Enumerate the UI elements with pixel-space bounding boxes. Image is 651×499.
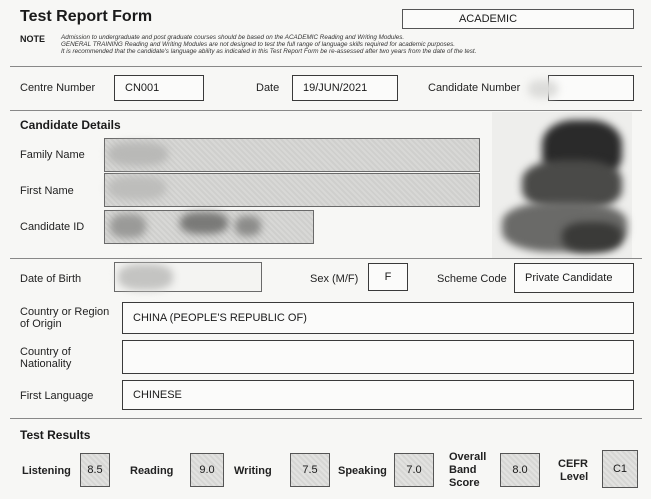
listening-score xyxy=(80,453,110,487)
speaking-score xyxy=(394,453,434,487)
test-results-title: Test Results xyxy=(20,428,91,442)
country-origin-value: CHINA (PEOPLE'S REPUBLIC OF) xyxy=(133,312,307,324)
divider xyxy=(10,418,642,419)
speaking-score-value: 7.0 xyxy=(406,464,422,476)
date-of-birth-label: Date of Birth xyxy=(20,273,82,285)
redaction-smudge xyxy=(180,212,228,234)
redaction-smudge xyxy=(528,80,558,98)
candidate-details-title: Candidate Details xyxy=(20,118,121,132)
country-origin-label-line2: of Origin xyxy=(20,318,62,330)
redaction-smudge xyxy=(235,216,261,236)
redaction-smudge xyxy=(108,142,168,166)
writing-label: Writing xyxy=(234,465,272,477)
cefr-label-line1: CEFR xyxy=(558,458,588,470)
nationality-label-line1: Country of xyxy=(20,346,71,358)
note-line-3: It is recommended that the candidate's language ability as indicated in this Test Report Form be re-assessed after two years from the date of the test. xyxy=(61,48,477,55)
centre-number-value: CN001 xyxy=(125,82,160,94)
candidate-number-field xyxy=(548,75,634,101)
first-language-field xyxy=(122,380,634,410)
module-value: ACADEMIC xyxy=(458,13,518,25)
nationality-label-line2: Nationality xyxy=(20,358,72,370)
writing-score xyxy=(290,453,330,487)
speaking-label: Speaking xyxy=(338,465,387,477)
note-label: NOTE xyxy=(20,34,46,44)
sex-value: F xyxy=(384,271,392,283)
overall-label-line2: Band xyxy=(449,464,477,476)
writing-score-value: 7.5 xyxy=(302,464,318,476)
date-label: Date xyxy=(256,82,280,94)
reading-label: Reading xyxy=(130,465,174,477)
redaction-smudge xyxy=(118,264,173,290)
first-language-label: First Language xyxy=(20,390,94,402)
centre-number-label: Centre Number xyxy=(20,82,96,94)
first-language-value: CHINESE xyxy=(133,389,182,401)
note-line-2: GENERAL TRAINING Reading and Writing Modules are not designed to test the full range of language skills required for academic purposes. xyxy=(61,41,455,48)
cefr-level xyxy=(602,450,638,488)
overall-band-score xyxy=(500,453,540,487)
cefr-label-line2: Level xyxy=(560,471,589,483)
first-name-label: First Name xyxy=(20,185,74,197)
centre-number-field xyxy=(114,75,204,101)
listening-score-value: 8.5 xyxy=(87,464,103,476)
candidate-photo-redacted xyxy=(492,112,632,258)
candidate-number-label: Candidate Number xyxy=(428,82,521,94)
scheme-code-value: Private Candidate xyxy=(525,272,613,284)
country-origin-label-line1: Country or Region xyxy=(20,306,110,318)
divider xyxy=(10,110,642,111)
overall-label-line3: Score xyxy=(449,477,480,489)
family-name-label: Family Name xyxy=(20,149,85,161)
date-field xyxy=(292,75,398,101)
redaction-smudge xyxy=(108,176,166,200)
redaction-smudge xyxy=(110,214,146,238)
listening-label: Listening xyxy=(22,465,71,477)
date-value: 19/JUN/2021 xyxy=(303,82,368,94)
scheme-code-label: Scheme Code xyxy=(437,273,507,285)
divider xyxy=(10,66,642,67)
divider xyxy=(10,258,642,259)
nationality-field xyxy=(122,340,634,374)
reading-score xyxy=(190,453,224,487)
cefr-level-value: C1 xyxy=(612,463,628,475)
page-title: Test Report Form xyxy=(20,8,153,25)
overall-band-score-value: 8.0 xyxy=(512,464,528,476)
overall-label-line1: Overall xyxy=(449,451,487,463)
candidate-id-label: Candidate ID xyxy=(20,221,85,233)
reading-score-value: 9.0 xyxy=(199,464,215,476)
module-box xyxy=(402,9,634,29)
note-line-1: Admission to undergraduate and post graduate courses should be based on the ACADEMIC Reading and Writing Modules. xyxy=(61,34,405,41)
sex-label: Sex (M/F) xyxy=(310,273,359,285)
sex-field xyxy=(368,263,408,291)
country-origin-field xyxy=(122,302,634,334)
scheme-code-field xyxy=(514,263,634,293)
